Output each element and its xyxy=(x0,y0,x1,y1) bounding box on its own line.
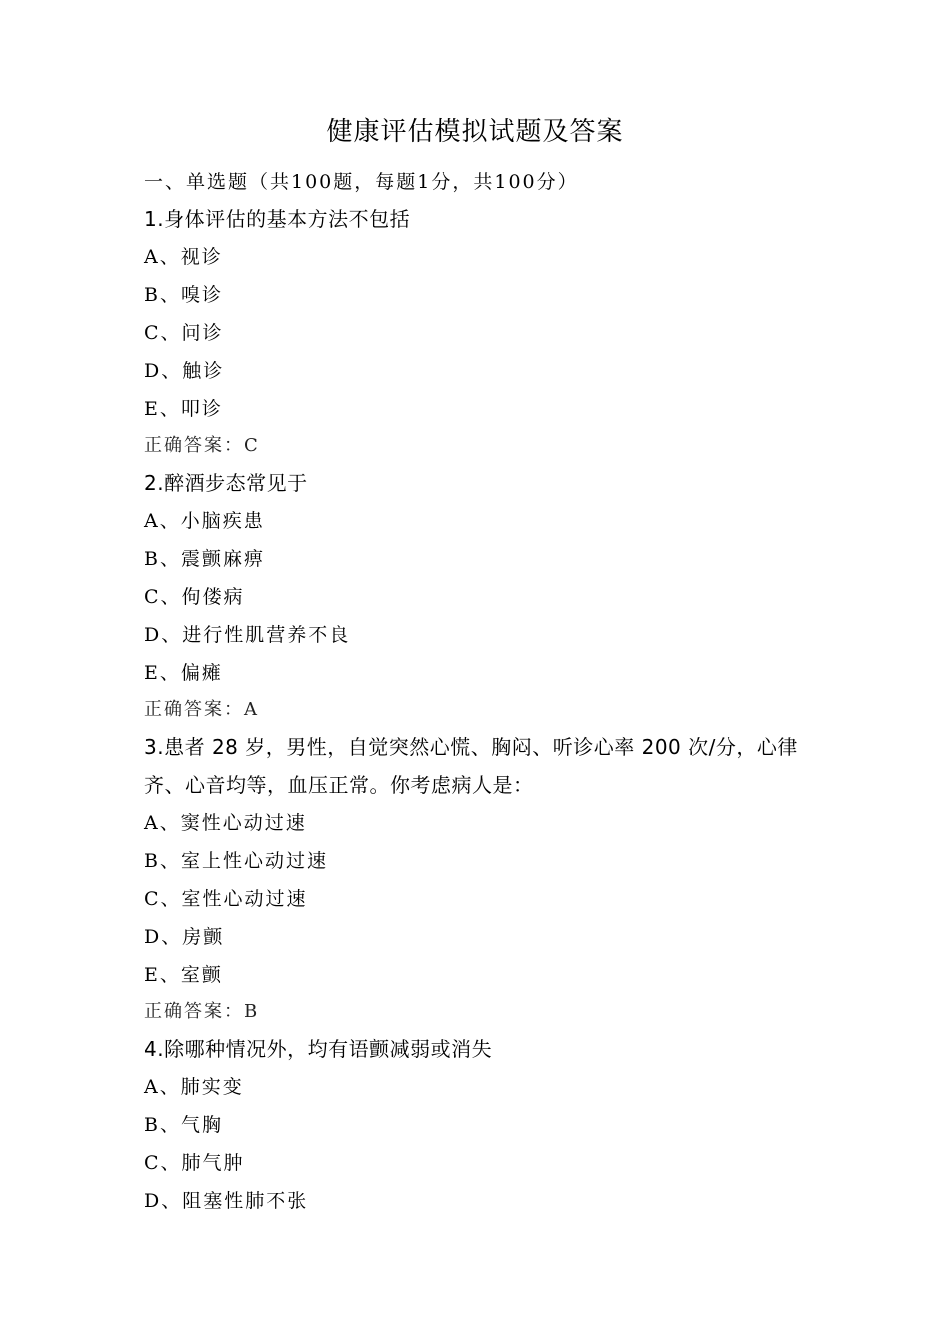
option-c: C、佝偻病 xyxy=(144,586,245,608)
option-a: A、视诊 xyxy=(144,246,223,268)
option-d: D、房颤 xyxy=(144,926,225,948)
question-stem: 1.身体评估的基本方法不包括 xyxy=(144,207,411,231)
correct-answer: 正确答案：C xyxy=(144,435,260,456)
question-4 xyxy=(144,1030,824,1220)
correct-answer: 正确答案：B xyxy=(144,1001,260,1022)
option-b: B、震颤麻痹 xyxy=(144,548,265,570)
option-d: D、触诊 xyxy=(144,360,225,382)
question-2 xyxy=(144,464,824,728)
option-c: C、问诊 xyxy=(144,322,224,344)
option-b: B、气胸 xyxy=(144,1114,223,1136)
correct-answer: 正确答案：A xyxy=(144,699,259,720)
option-a: A、肺实变 xyxy=(144,1076,244,1098)
document-title: 健康评估模拟试题及答案 xyxy=(326,117,624,147)
question-3 xyxy=(144,728,824,1030)
option-e: E、叩诊 xyxy=(144,398,223,420)
question-1 xyxy=(144,200,824,464)
option-a: A、小脑疾患 xyxy=(144,510,265,532)
option-b: B、室上性心动过速 xyxy=(144,850,328,872)
document-body xyxy=(144,164,824,1220)
option-c: C、肺气肿 xyxy=(144,1152,245,1174)
option-e: E、偏瘫 xyxy=(144,662,223,684)
question-stem: 4.除哪种情况外，均有语颤减弱或消失 xyxy=(144,1037,493,1061)
option-d: D、进行性肌营养不良 xyxy=(144,624,351,646)
option-d: D、阻塞性肺不张 xyxy=(144,1190,309,1212)
question-stem: 3.患者 28 岁，男性，自觉突然心慌、胸闷、听诊心率 200 次/分，心律齐、心音均等，血压正常。你考虑病人是： xyxy=(144,735,798,797)
question-stem: 2.醉酒步态常见于 xyxy=(144,471,308,495)
option-b: B、嗅诊 xyxy=(144,284,223,306)
option-c: C、室性心动过速 xyxy=(144,888,308,910)
section-heading: 一、单选题（共100题，每题1分，共100分） xyxy=(144,171,579,193)
option-e: E、室颤 xyxy=(144,964,223,986)
option-a: A、窦性心动过速 xyxy=(144,812,307,834)
